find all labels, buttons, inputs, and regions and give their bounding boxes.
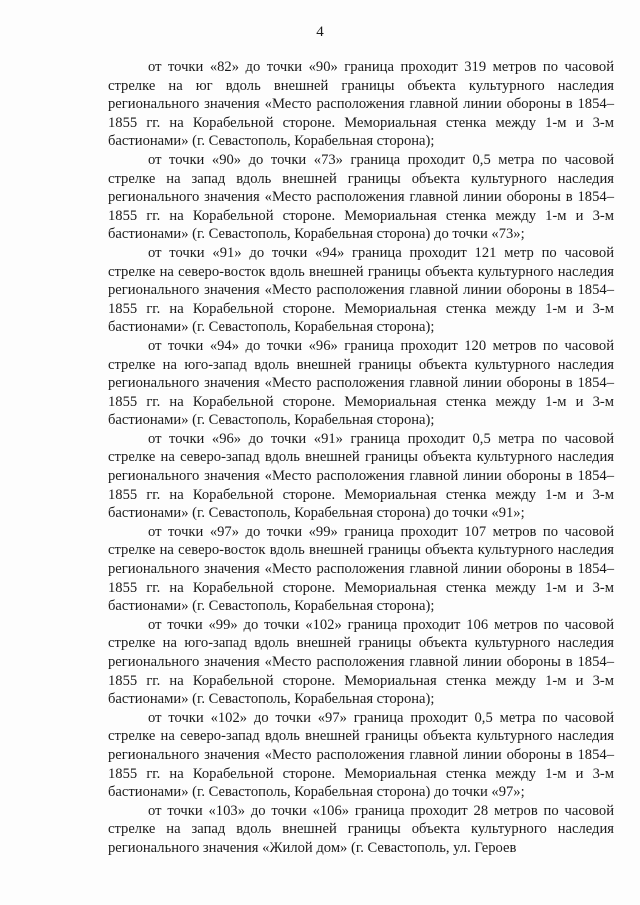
paragraph: от точки «99» до точки «102» граница проходит 106 метров по часовой стрелке на юго-запад вдоль внешней границы объекта культурного наследия регионального значения «Место расположения главной линии обороны в 1854–1855 гг. на Корабельной стороне. Мемориальная стенка между 1-м и 3-м бастионами» (г. Севастополь, Корабельная сторона);	[108, 616, 614, 708]
page-number: 4	[316, 24, 324, 40]
paragraph: от точки «82» до точки «90» граница проходит 319 метров по часовой стрелке на юг вдоль внешней границы объекта культурного наследия регионального значения «Место расположения главной линии обороны в 1854–1855 гг. на Корабельной стороне. Мемориальная стенка между 1-м и 3-м бастионами» (г. Севастополь, Корабельная сторона);	[108, 59, 614, 150]
document-body	[108, 58, 614, 858]
paragraph: от точки «97» до точки «99» граница проходит 107 метров по часовой стрелке на северо-восток вдоль внешней границы объекта культурного наследия регионального значения «Место расположения главной линии обороны в 1854–1855 гг. на Корабельной стороне. Мемориальная стенка между 1-м и 3-м бастионами» (г. Севастополь, Корабельная сторона);	[108, 523, 614, 615]
paragraph: от точки «96» до точки «91» граница проходит 0,5 метра по часовой стрелке на северо-запад вдоль внешней границы объекта культурного наследия регионального значения «Место расположения главной линии обороны в 1854–1855 гг. на Корабельной стороне. Мемориальная стенка между 1-м и 3-м бастионами» (г. Севастополь, Корабельная сторона) до точки «91»;	[108, 430, 614, 522]
paragraph: от точки «94» до точки «96» граница проходит 120 метров по часовой стрелке на юго-запад вдоль внешней границы объекта культурного наследия регионального значения «Место расположения главной линии обороны в 1854–1855 гг. на Корабельной стороне. Мемориальная стенка между 1-м и 3-м бастионами» (г. Севастополь, Корабельная сторона);	[108, 337, 614, 429]
paragraph: от точки «91» до точки «94» граница проходит 121 метр по часовой стрелке на северо-восток вдоль внешней границы объекта культурного наследия регионального значения «Место расположения главной линии обороны в 1854–1855 гг. на Корабельной стороне. Мемориальная стенка между 1-м и 3-м бастионами» (г. Севастополь, Корабельная сторона);	[108, 244, 614, 336]
paragraph: от точки «103» до точки «106» граница проходит 28 метров по часовой стрелке на запад вдоль внешней границы объекта культурного наследия регионального значения «Жилой дом» (г. Севастополь, ул. Героев	[108, 802, 614, 856]
paragraph: от точки «102» до точки «97» граница проходит 0,5 метра по часовой стрелке на северо-запад вдоль внешней границы объекта культурного наследия регионального значения «Место расположения главной линии обороны в 1854–1855 гг. на Корабельной стороне. Мемориальная стенка между 1-м и 3-м бастионами» (г. Севастополь, Корабельная сторона) до точки «97»;	[108, 709, 614, 801]
paragraph: от точки «90» до точки «73» граница проходит 0,5 метра по часовой стрелке на запад вдоль внешней границы объекта культурного наследия регионального значения «Место расположения главной линии обороны в 1854–1855 гг. на Корабельной стороне. Мемориальная стенка между 1-м и 3-м бастионами» (г. Севастополь, Корабельная сторона) до точки «73»;	[108, 151, 614, 243]
